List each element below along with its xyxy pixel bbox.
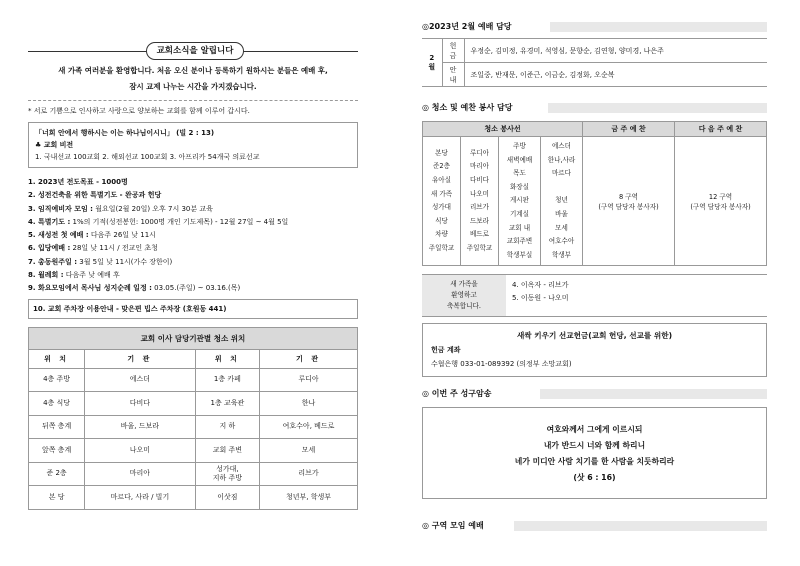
announcement-item: 4. 특별기도 : 1%의 기적(성전봉헌: 1000명 개인 기도제목) - 12월 27일 ~ 4월 5일 xyxy=(28,217,289,226)
vision-box xyxy=(28,122,358,168)
announcement-item: 8. 월례회 : 다음주 낮 예배 후 xyxy=(28,271,120,280)
verse-heading: ◎ 이번 주 성구암송 xyxy=(422,387,767,401)
duty-heading: ◎2023년 2월 예배 담당 xyxy=(422,20,767,34)
group-heading: ◎ 구역 모임 예배 xyxy=(422,519,767,533)
table-row: 4층 주방 에스더 1층 카페 루디아 xyxy=(29,368,358,392)
table-row: 4층 식당 다비다 1층 교육관 한나 xyxy=(29,392,358,416)
col-header: 기 관 xyxy=(260,349,358,368)
new-family-box: 새 가족을 환영하고 축복합니다. 4. 이옥자 - 리브가 5. 이동원 - 나오미 xyxy=(422,274,767,317)
theme-verse: 「너희 안에서 행하시는 이는 하나님이시니」 (빌 2 : 13) xyxy=(35,129,215,137)
announcement-item: 6. 입당예배 : 28일 낮 11시 / 전교인 초청 xyxy=(28,244,158,253)
service-table: 청소 봉사선 금 주 예 찬 다 음 주 예 찬 본당 준2층 유아실 새 가족 성가대 식당 차량 주일학교 루디아 마리아 다비다 나오미 리브가 드보라 베드로 주일학교 주방 새벽예배 목도 화장실 게시판 기계실 교회 내 교회주변 학생부실 에스더 한나,사라 마르다 청년 바울 모세 여호수아 학생부 8 구역 (구역 담당자 봉사자) 12 구역 (구역 담당자 봉사자) xyxy=(422,121,767,266)
right-column xyxy=(422,20,767,533)
parking-notice: 10. 교회 주차장 이용안내 - 맞은편 빕스 주차장 (호원동 441) xyxy=(28,299,358,319)
new-family-item: 4. 이옥자 - 리브가 xyxy=(512,281,569,290)
col-header: 위 치 xyxy=(195,349,259,368)
cleaning-table xyxy=(28,327,358,510)
this-week-service: 8 구역 (구역 담당자 봉사자) xyxy=(583,137,675,266)
col-header: 위 치 xyxy=(29,349,85,368)
duty-month: 2월 xyxy=(422,39,442,87)
table-row: 안내 조일중, 반재문, 이준근, 이금순, 김정화, 오순복 xyxy=(422,63,767,87)
cleaning-heading: ◎ 청소 및 예찬 봉사 담당 xyxy=(422,101,767,115)
announcement-item: 7. 총동원주일 : 3월 5일 낮 11시(가수 장한이) xyxy=(28,257,173,266)
account-number: 수협은행 033-01-089392 (의정부 소망교회) xyxy=(431,360,572,369)
col-header: 기 관 xyxy=(85,349,196,368)
left-column xyxy=(28,38,358,510)
duty-table xyxy=(422,38,767,87)
announcement-item: 5. 새성전 첫 예배 : 다음주 26일 낮 11시 xyxy=(28,231,156,240)
announcement-list xyxy=(28,176,358,296)
announcement-item: 3. 임직예비자 모임 : 월요일(2월 20일) 오후 7시 30분 교육 xyxy=(28,204,213,213)
memory-verse-box: 여호와께서 그에게 이르시되 내가 반드시 너와 함께 하리니 네가 미디안 사람 치기를 한 사람을 치듯하리라 (삿 6 : 16) xyxy=(422,407,767,499)
welcome-line-2: 잠시 교제 나누는 시간을 가지겠습니다. xyxy=(129,82,257,91)
announcement-item: 9. 화요모임에서 목사님 성지순례 일정 : 03.05.(주일) ~ 03.16.(목) xyxy=(28,284,241,293)
welcome-message xyxy=(28,63,358,95)
news-title: 교회소식을 알립니다 xyxy=(146,42,244,60)
table-row: 뒤쪽 층계 바울, 드보라 지 하 여호수아, 베드로 xyxy=(29,415,358,439)
announcement-item: 1. 2023년 전도목표 - 1000명 xyxy=(28,178,128,186)
vision-text: 1. 국내선교 100교회 2. 해외선교 100교회 3. 아프리카 54개국 의료선교 xyxy=(35,153,260,161)
greeting-note: * 서로 기쁨으로 인사하고 사랑으로 양보하는 교회를 함께 이루어 갑시다. xyxy=(28,100,358,116)
new-family-item: 5. 이동원 - 나오미 xyxy=(512,293,569,302)
welcome-line-1: 새 가족 여러분을 환영합니다. 처음 오신 분이나 등록하기 원하시는 분들은 예배 후, xyxy=(58,66,328,75)
account-label: 헌금 계좌 xyxy=(431,346,461,355)
table-row: 본 당 마르다, 사라 / 빌기 이삿짐 청년부, 학생부 xyxy=(29,486,358,510)
vision-title: ♣ 교회 비전 xyxy=(35,141,74,149)
table-row: 2월 헌금 우정순, 김미정, 유경미, 석영심, 문향순, 김연형, 양미경, 나은주 xyxy=(422,39,767,63)
cleaning-caption: 교회 이사 담당기관별 청소 위치 xyxy=(29,327,358,349)
table-row: 앞쪽 층계 나오미 교회 주변 모세 xyxy=(29,439,358,463)
news-title-box xyxy=(28,42,358,60)
mission-offering-box xyxy=(422,323,767,377)
next-week-service: 12 구역 (구역 담당자 봉사자) xyxy=(675,137,767,266)
announcement-item: 2. 성전건축을 위한 특별기도 - 완공과 헌당 xyxy=(28,191,162,200)
table-row: 준 2층 마리아 성가대, 지하 주방 리브가 xyxy=(29,462,358,486)
mission-title: 새싹 키우기 선교헌금(교회 헌당, 선교를 위한) xyxy=(516,331,673,341)
